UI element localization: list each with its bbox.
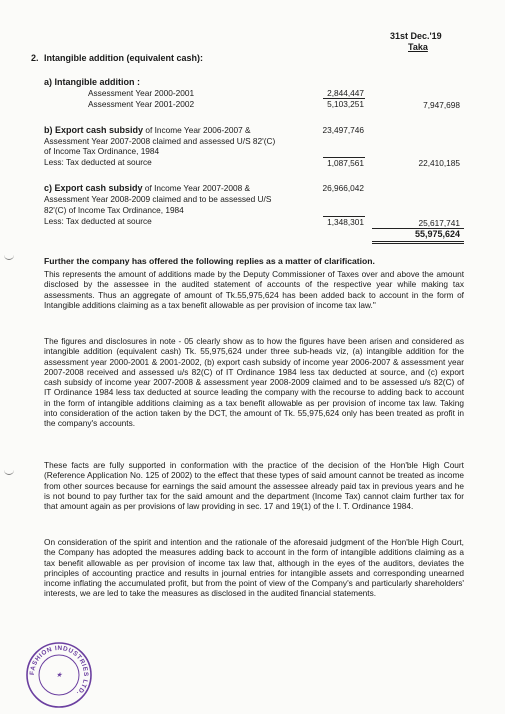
item-b-line2: Assessment Year 2007-2008 claimed and assessed U/S 82'(C)	[44, 136, 276, 146]
underline	[323, 98, 365, 99]
grand-total: 55,975,624	[414, 229, 460, 239]
item-a-row-label: Assessment Year 2001-2002	[88, 99, 195, 109]
item-c-total: 25,617,741	[418, 218, 460, 228]
item-c-less-label: Less: Tax deducted at source	[44, 216, 152, 226]
item-a-row-amount: 2,844,447	[327, 88, 364, 98]
item-c-line3: 82'(C) of Income Tax Ordinance, 1984	[44, 205, 184, 215]
item-c-less-amount: 1,348,301	[327, 217, 364, 227]
header-currency: Taka	[408, 42, 428, 52]
item-b-amount: 23,497,746	[322, 125, 364, 135]
svg-text:★: ★	[55, 671, 63, 679]
paragraph-3: These facts are fully supported in conformation with the practice of the decision of the Hon'ble High Court (Reference Application No. 125 of 2002) to the effect that these types of said amount cannot be treated as income from other sources because for earnings the said amount the assessee already paid tax in previous years and he is not bound to pay further tax for the said amount and the department (Income Tax) cannot claim further tax for that amount again as per provisions of law providing in sec. 17 and 19(1) of the I. T. Ordinance 1984.	[44, 460, 464, 511]
item-b-less-amount: 1,087,561	[327, 158, 364, 168]
reply-heading: Further the company has offered the following replies as a matter of clarification.	[44, 256, 375, 266]
item-a-total: 7,947,698	[423, 100, 460, 110]
paragraph-2: The figures and disclosures in note - 05 clearly show as to how the figures have been arisen and considered as intangible addition (equivalent cash) Tk. 55,975,624 under three sub-heads viz, (a) intangible addition for the assessment year 2000-2001 & 2001-2002, (b) export cash subsidy of income year 2006-2007 & assessment year 2007-2008 received and assessed u/s 82(C) of IT Ordinance 1984 less tax deducted at source, and (c) export cash subsidy of income year 2007-2008 & assessment year 2008-2009 claimed and to be assessed u/s 82(C) of IT Ordinance 1984 less tax deducted at source leading the company with the recourse to adding back to account in the form of intangible additions claiming as a tax benefit allowable as per provision of income tax law. Taking into consideration of the action taken by the DCT, the amount of Tk. 55,975,624 only has been treated as profit in the company's accounts.	[44, 336, 464, 428]
company-seal	[24, 640, 94, 710]
total-double-rule	[372, 241, 464, 242]
item-c-line1-rest: of Income Year 2007-2008 &	[144, 183, 251, 193]
total-double-rule	[372, 243, 464, 244]
item-b-line1	[44, 125, 251, 135]
item-c-amount: 26,966,042	[322, 183, 364, 193]
item-a-title: a) Intangible addition :	[44, 77, 140, 87]
item-a-row-label: Assessment Year 2000-2001	[88, 88, 195, 98]
item-b-less-label: Less: Tax deducted at source	[44, 157, 152, 167]
section-number: 2.	[31, 53, 39, 63]
item-a-row-amount: 5,103,251	[327, 99, 364, 109]
item-b-line3: of Income Tax Ordinance, 1984	[44, 146, 160, 156]
margin-mark	[4, 255, 14, 260]
item-c-line1	[44, 183, 250, 193]
item-b-total: 22,410,185	[418, 158, 460, 168]
header-date: 31st Dec.'19	[390, 31, 442, 41]
svg-text:FASHION INDUSTRIES LTD.: FASHION INDUSTRIES LTD.	[28, 644, 90, 697]
paragraph-1: This represents the amount of additions made by the Deputy Commissioner of Taxes over and above the amount disclosed by the assessee in the audited statement of accounts of the respective year while making tax assessments. Thus an aggregate of amount of Tk.55,975,624 has been added back to account in the form of Intangible additions claiming as a tax benefit allowable as per provision of income tax law."	[44, 269, 464, 310]
item-b-title: b) Export cash subsidy	[44, 125, 144, 135]
section-title: Intangible addition (equivalent cash):	[44, 53, 204, 63]
item-b-line1-rest: of Income Year 2006-2007 &	[145, 125, 251, 135]
paragraph-4: On consideration of the spirit and intention and the rationale of the aforesaid judgment of the Hon'ble High Court, the Company has adopted the measures adding back to account in the form of intangible additions claiming as a tax benefit allowable as per provision of income tax law that, although in the eyes of the auditors, deviates the principles of accounting practice and results in journal entries for intangible assets and corresponding unearned income inflating the accumulated profit, but from the point of view of the Company's and particularly shareholders' interests, we are led to take the measures as disclosed in the audited financial statements.	[44, 537, 464, 599]
margin-mark	[4, 470, 14, 475]
item-c-line2: Assessment Year 2008-2009 claimed and to be assessed U/S	[44, 194, 272, 204]
item-c-title: c) Export cash subsidy	[44, 183, 143, 193]
